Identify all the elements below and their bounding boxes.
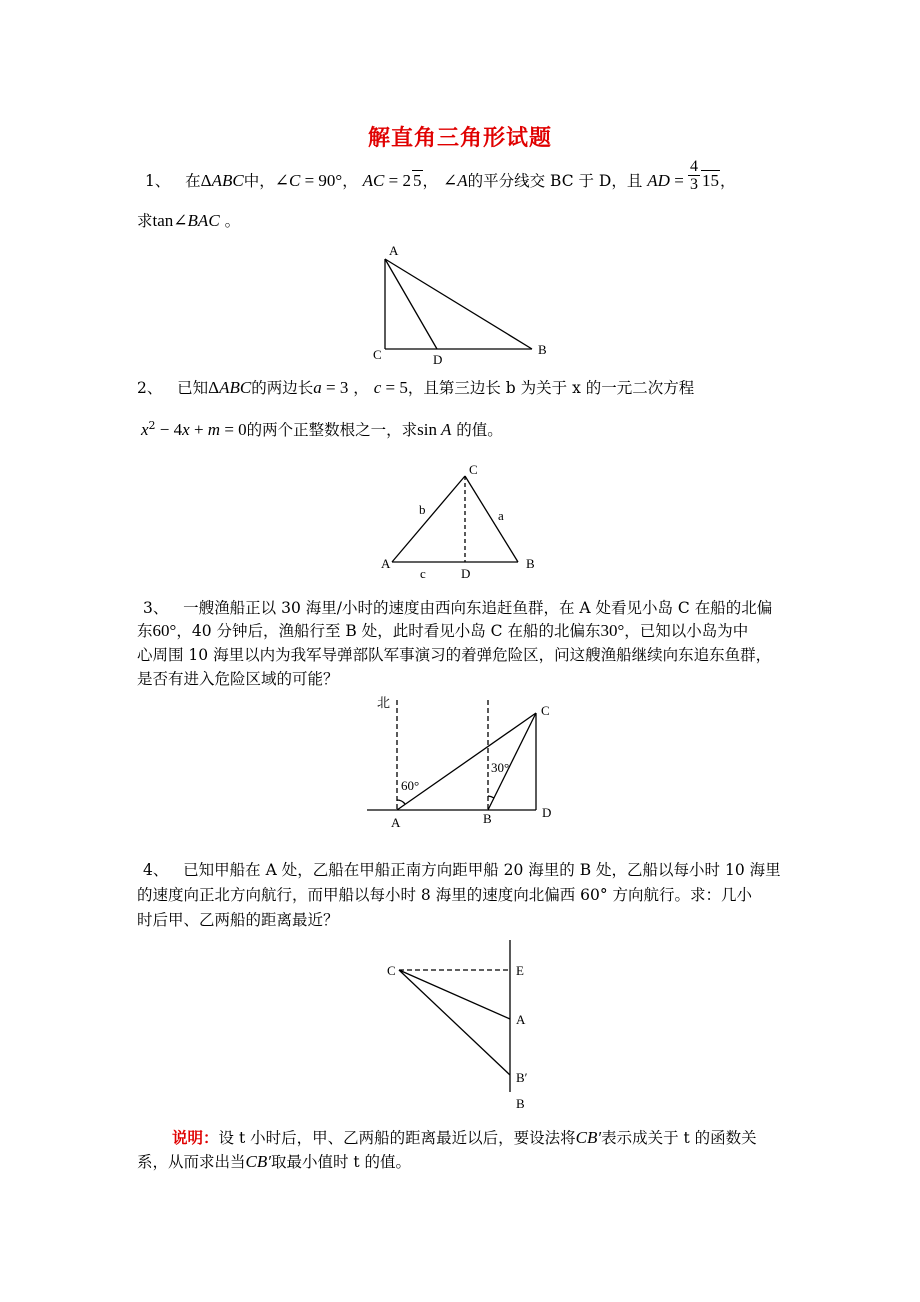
label-d: D bbox=[461, 566, 471, 581]
label-e: E bbox=[516, 963, 524, 978]
label-b-side: b bbox=[419, 502, 426, 517]
problem-2-text: ， bbox=[353, 379, 369, 397]
problem-4-text: 时后甲、乙两船的距离最近？ bbox=[137, 911, 339, 929]
problem-3-text: ，已知以小岛为中 bbox=[624, 622, 749, 640]
label-c: C bbox=[469, 462, 478, 477]
problem-1-text: 求 bbox=[137, 212, 153, 230]
label-b: B bbox=[483, 811, 492, 826]
label-c: C bbox=[387, 963, 396, 978]
note-text: 设 t 小时后，甲、乙两船的距离最近以后，要设法将 bbox=[218, 1129, 576, 1147]
problem-2-text: 的值。 bbox=[456, 421, 503, 440]
label-b: B bbox=[538, 342, 547, 357]
problem-1-line-2: 求tan∠BAC 。 bbox=[137, 211, 241, 230]
problem-2-text: ，且第三边长 b 为关于 x 的一元二次方程 bbox=[407, 379, 695, 397]
problem-2-text: 已知 bbox=[177, 379, 209, 397]
problem-2-line-1: 2、 已知ΔABC的两边长a = 3 ， c = 5，且第三边长 b 为关于 x 的一元二次方程 bbox=[137, 378, 695, 397]
label-b: B bbox=[526, 556, 535, 571]
page-title: 解直角三角形试题 bbox=[367, 125, 552, 151]
problem-2-number: 2、 bbox=[137, 379, 163, 397]
problem-4-number: 4、 bbox=[143, 861, 169, 879]
label-c-side: c bbox=[420, 566, 426, 581]
problem-3-text: 一艘渔船正以 30 海里/小时的速度由西向东追赶鱼群，在 A 处看见小岛 C 在船的北偏 bbox=[183, 599, 773, 617]
label-d: D bbox=[542, 805, 552, 820]
problem-4-text: 的速度向正北方向航行，而甲船以每小时 8 海里的速度向北偏西 60° 方向航行。求：几小 bbox=[137, 886, 753, 904]
problem-1-number: 1、 bbox=[145, 172, 171, 190]
problem-2-text: 的两边长 bbox=[251, 379, 314, 397]
problem-3-number: 3、 bbox=[143, 599, 169, 617]
label-d: D bbox=[433, 352, 443, 367]
segment-cbp bbox=[399, 970, 510, 1075]
label-b: B bbox=[516, 1096, 525, 1111]
problem-3-text: 东 bbox=[137, 622, 153, 640]
problem-4-text: 已知甲船在 A 处，乙船在甲船正南方向距甲船 20 海里的 B 处，乙船以每小时 10 海里 bbox=[183, 861, 781, 879]
label-a: A bbox=[391, 815, 401, 830]
note-text: 表示成关于 t 的函数关 bbox=[601, 1129, 757, 1147]
problem-1-text: 在 bbox=[185, 172, 201, 190]
problem-1-text: ， bbox=[342, 172, 358, 190]
label-a: A bbox=[381, 556, 391, 571]
note-text: 系，从而求出当 bbox=[137, 1153, 246, 1171]
label-a-side: a bbox=[498, 508, 504, 523]
segment-ca bbox=[399, 970, 510, 1019]
label-angle-30: 30° bbox=[491, 760, 510, 775]
note-text: 取最小值时 t 的值。 bbox=[270, 1153, 412, 1171]
note-label: 说明： bbox=[172, 1128, 219, 1147]
problem-3-text: 心周围 10 海里以内为我军导弹部队军事演习的着弹危险区，问这艘渔船继续向东追东鱼群， bbox=[137, 646, 772, 664]
problem-2-line-2: $x^2 - 4x + m = 0$的两个正整数根之一，求sin A 的值。 bbox=[141, 419, 503, 440]
label-north: 北 bbox=[377, 695, 391, 710]
problem-1-text: ， bbox=[422, 172, 439, 190]
problem-3-text: 是否有进入危险区域的可能？ bbox=[137, 670, 339, 688]
note-line-2: 系，从而求出当CB′取最小值时 t 的值。 bbox=[137, 1152, 412, 1171]
label-c: C bbox=[541, 703, 550, 718]
problem-1-text: ， bbox=[720, 172, 736, 190]
problem-3-text: ，40 分钟后，渔船行至 B 处，此时看见小岛 C 在船的北偏东 bbox=[176, 622, 601, 640]
note-line-1: 说明：设 t 小时后，甲、乙两船的距离最近以后，要设法将CB′表示成关于 t 的函数关 bbox=[172, 1128, 757, 1147]
label-angle-60: 60° bbox=[401, 778, 420, 793]
problem-1-text: 。 bbox=[224, 212, 241, 230]
label-a: A bbox=[389, 243, 399, 258]
problem-1-text: 中， bbox=[243, 172, 275, 190]
problem-3-line-2: 东60°，40 分钟后，渔船行至 B 处，此时看见小岛 C 在船的北偏东30°，已知以小岛为中 bbox=[137, 621, 749, 640]
label-c: C bbox=[373, 347, 382, 362]
label-b-prime: B′ bbox=[516, 1070, 528, 1085]
problem-2-text: 的两个正整数根之一，求 bbox=[246, 421, 418, 440]
problem-1-text: 的平分线交 BC 于 D，且 bbox=[467, 172, 643, 190]
problem-1-line-1: 1、 在ΔABC中，∠C = 90°， AC = 2 5， ∠A的平分线交 BC 于 D，且 AD = $\frac{4}{3}$ 15， bbox=[145, 157, 736, 193]
label-a: A bbox=[516, 1012, 526, 1027]
